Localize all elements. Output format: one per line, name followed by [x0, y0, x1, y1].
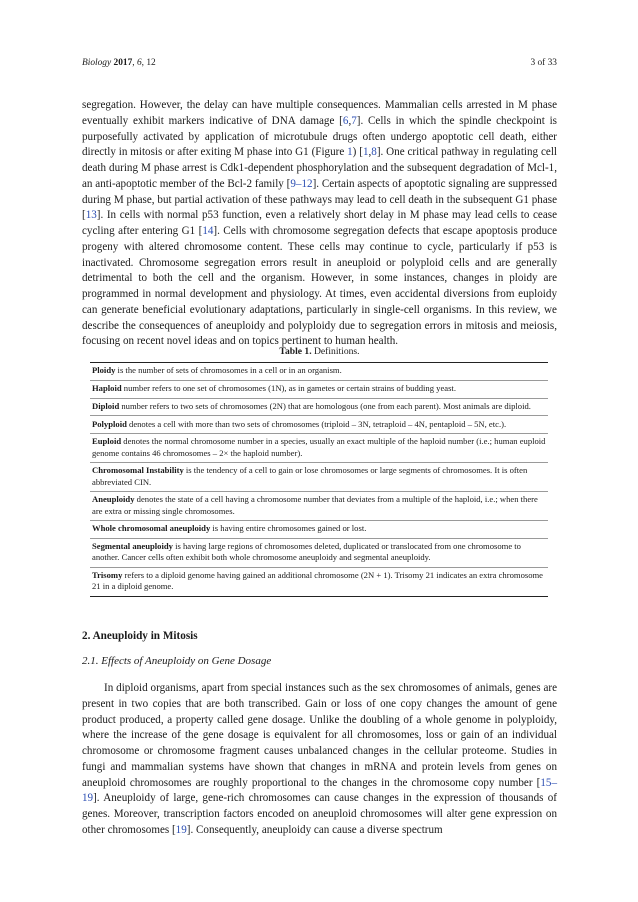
table-row [90, 416, 548, 434]
paragraph-text: segregation. However, the delay can have multiple consequences. Mammalian cells arrested in M phase eventually exhibit markers indicative of DNA damage [ [82, 99, 557, 127]
journal-name: Biology [82, 58, 112, 68]
paragraph-text: ]. One critical pathway in regulating cell death during M phase arrest is Cdk1-dependent phosphorylation and the subsequent degradation of Mcl-1, an anti-apoptotic member of the Bcl-2 family [ [82, 146, 557, 190]
definition-term: Ploidy [92, 365, 116, 376]
table-row [90, 399, 548, 417]
paragraph-text: ]. Certain aspects of apoptotic signaling are suppressed during M phase, but partial activation of these pathways may lead to cell death in the subsequent G1 phase [ [82, 177, 557, 222]
body-paragraph-2 [82, 681, 557, 839]
table-caption [82, 346, 557, 357]
table-row [90, 381, 548, 399]
citation: Biology 2017, 6, 12 [82, 58, 156, 68]
table-caption-label: Table 1. [279, 346, 312, 357]
definition-term: Chromosomal Instability [92, 465, 184, 476]
body-paragraph-1 [82, 98, 557, 350]
issue-number: 12 [146, 58, 156, 68]
paragraph-text: ) [ [352, 146, 363, 159]
table-row [90, 492, 548, 521]
reference-link[interactable]: 8 [371, 146, 377, 159]
table-row [90, 434, 548, 463]
paragraph-text: , [368, 146, 372, 159]
reference-link[interactable]: 15–19 [82, 776, 557, 805]
paragraph-text: ]. Consequently, aneuploidy can cause a diverse spectrum [186, 823, 443, 836]
definition-term: Euploid [92, 436, 122, 447]
definition-text: refers to a diploid genome having gained an additional chromosome (2N + 1). Trisomy 21 indicates an extra chromosome 21 in a diploid genome. [92, 570, 544, 592]
table-row [90, 568, 548, 596]
table-row [90, 521, 548, 539]
table-caption-text: Definitions. [314, 346, 360, 357]
definition-term: Haploid [92, 383, 122, 394]
definition-term: Aneuploidy [92, 494, 135, 505]
definition-term: Trisomy [92, 570, 123, 581]
reference-link[interactable]: 13 [85, 209, 97, 222]
definition-text: denotes a cell with more than two sets of chromosomes (triploid – 3N, tetraploid – 4N, pentaploid – 5N, etc.). [126, 418, 507, 429]
reference-link[interactable]: 19 [175, 823, 187, 836]
page-number: 3 of 33 [530, 58, 557, 68]
running-header [82, 58, 557, 68]
definition-text: number refers to two sets of chromosomes (2N) that are homologous (one from each parent). Most animals are diploid. [119, 400, 531, 411]
definition-term: Diploid [92, 400, 120, 411]
paragraph-text: , [348, 114, 352, 127]
definitions-table [90, 362, 548, 597]
definition-text: is having entire chromosomes gained or lost. [210, 523, 367, 534]
publication-year: 2017 [113, 58, 133, 68]
reference-link[interactable]: 6 [342, 114, 349, 127]
paragraph-text: ]. Aneuploidy of large, gene-rich chromosomes can cause changes in the expression of thousands of genes. Moreover, transcription factors encoded on aneuploid chromosomes will alter gene expression on other chromosomes [ [82, 792, 557, 836]
reference-link[interactable]: 1 [362, 146, 369, 159]
definition-text: denotes the state of a cell having a chromosome number that deviates from a multiple of the haploid, i.e.; when there are extra or missing single chromosomes. [92, 494, 538, 516]
paragraph-text: In diploid organisms, apart from special instances such as the sex chromosomes of animals, genes are present in two copies that are both transcribed. Gain or loss of one copy changes the amount of gene product produced, a property called gene dosage. Unlike the doubling of a whole genome in polyploidy, where the increase of the gene dosage is equivalent for all chromosomes, loss or gain of an individual chromosome or chromosome fragment causes unbalanced changes in the cellular proteome. Studies in fungi and mammalian systems have shown that changes in mRNA and protein levels from genes on aneuploid chromosomes are roughly proportional to the changes in the chromosome copy number [ [82, 682, 557, 789]
volume-number: 6 [136, 58, 142, 68]
paragraph-text: ]. Cells in which the spindle checkpoint is purposefully activated by application of microtubule drugs often undergo apoptotic cell death, either directly in mitosis or after exiting M phase into G1 (Figure [82, 114, 557, 159]
reference-link[interactable]: 1 [347, 146, 353, 159]
subsection-heading: 2.1. Effects of Aneuploidy on Gene Dosage [82, 655, 272, 667]
paragraph-text: ]. In cells with normal p53 function, even a relatively short delay in M phase may lead cells to cease cycling after entering G1 [ [82, 209, 557, 237]
definition-text: number refers to one set of chromosomes (1N), as in gametes or certain strains of budding yeast. [121, 383, 456, 394]
definition-term: Whole chromosomal aneuploidy [92, 523, 211, 534]
table-row [90, 539, 548, 568]
reference-link[interactable]: 14 [202, 225, 214, 237]
definition-term: Polyploid [92, 418, 127, 429]
definition-text: is having large regions of chromosomes deleted, duplicated or translocated from one chromosome to another. Cancer cells often exhibit both whole chromosome aneuploidy and segmental aneuploidy. [92, 541, 521, 563]
definition-text: denotes the normal chromosome number in a species, usually an exact multiple of the haploid number (i.e.; human euploid genome contains 46 chromosomes – 2× the haploid number). [92, 436, 546, 458]
definition-text: is the tendency of a cell to gain or lose chromosomes or large segments of chromosomes. It is often abbreviated CIN. [92, 465, 528, 487]
definition-text: is the number of sets of chromosomes in a cell or in an organism. [115, 365, 342, 376]
table-row [90, 363, 548, 381]
reference-link[interactable]: 7 [351, 114, 357, 127]
definition-term: Segmental aneuploidy [92, 541, 173, 552]
paragraph-text: ]. Cells with chromosome segregation defects that escape apoptosis produce progeny with altered chromosome content. These cells may continue to cycle, particularly if p53 is inactivated. Chromosome segregation errors result in aneuploid or polyploid cells and are generally detrimental to both the cell and the organism. However, in some instances, changes in ploidy are programmed in normal development and physiology. At times, even accidental diversions from euploidy can generate beneficial evolutionary adaptations, particularly in single-cell organisms. In this review, we describe the consequences of aneuploidy and polyploidy due to segregation errors in mitosis and meiosis, focusing on recent novel ideas and on topics pertinent to human health. [82, 225, 557, 348]
table-row [90, 463, 548, 492]
section-heading: 2. Aneuploidy in Mitosis [82, 630, 198, 642]
reference-link[interactable]: 9–12 [290, 177, 313, 190]
